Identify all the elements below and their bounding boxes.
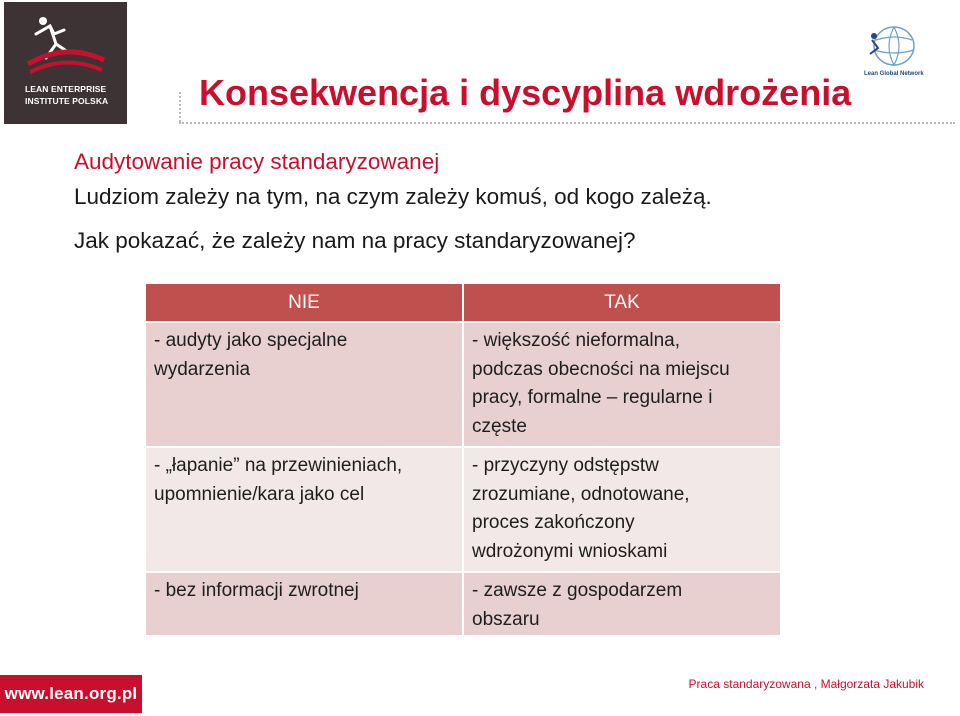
lean-enterprise-institute-logo	[4, 2, 127, 124]
slide-statement: Ludziom zależy na tym, na czym zależy komuś, od kogo zależą.	[74, 184, 712, 209]
table-row	[146, 573, 780, 637]
header-tak: TAK	[462, 284, 780, 323]
table-row	[146, 448, 780, 573]
title-divider-vertical	[179, 92, 181, 122]
logo-text-line-2: INSTITUTE POLSKA	[25, 96, 109, 106]
table-cell-tak	[462, 448, 780, 573]
table-row	[146, 323, 780, 448]
cell-text: - audyty jako specjalne wydarzenia	[154, 330, 348, 380]
website-link[interactable]: www.lean.org.pl	[0, 675, 142, 713]
title-divider-horizontal	[179, 122, 955, 124]
slide-question: Jak pokazać, że zależy nam na pracy standaryzowanej?	[74, 228, 636, 253]
table-header-row	[146, 284, 780, 323]
cell-text: - przyczyny odstępstw zrozumiane, odnotowane, proces zakończony wdrożonymi wnioskami	[472, 455, 690, 562]
runner-figure-icon	[26, 12, 106, 82]
cell-text: - zawsze z gospodarzem obszaru	[472, 580, 683, 630]
table-cell-tak	[462, 323, 780, 448]
table-cell-tak	[462, 573, 780, 637]
lgn-logo-text: Lean Global Network	[864, 71, 924, 77]
header-nie: NIE	[146, 284, 462, 323]
logo-text-line-1: LEAN ENTERPRISE	[25, 84, 107, 94]
comparison-table	[146, 284, 780, 637]
slide-title: Konsekwencja i dyscyplina wdrożenia	[199, 72, 852, 113]
cell-text: - bez informacji zwrotnej	[154, 580, 359, 601]
table-cell-nie	[146, 448, 462, 573]
table-cell-nie	[146, 323, 462, 448]
cell-text: - „łapanie” na przewinieniach, upomnienie/kara jako cel	[154, 455, 403, 505]
slide-subheading: Audytowanie pracy standaryzowanej	[74, 149, 440, 174]
globe-icon	[862, 24, 922, 70]
cell-text: - większość nieformalna, podczas obecności na miejscu pracy, formalne – regularne i częste	[472, 330, 730, 437]
lean-global-network-logo	[862, 24, 930, 82]
footer-credit: Praca standaryzowana , Małgorzata Jakubik	[688, 677, 924, 691]
table-cell-nie	[146, 573, 462, 637]
